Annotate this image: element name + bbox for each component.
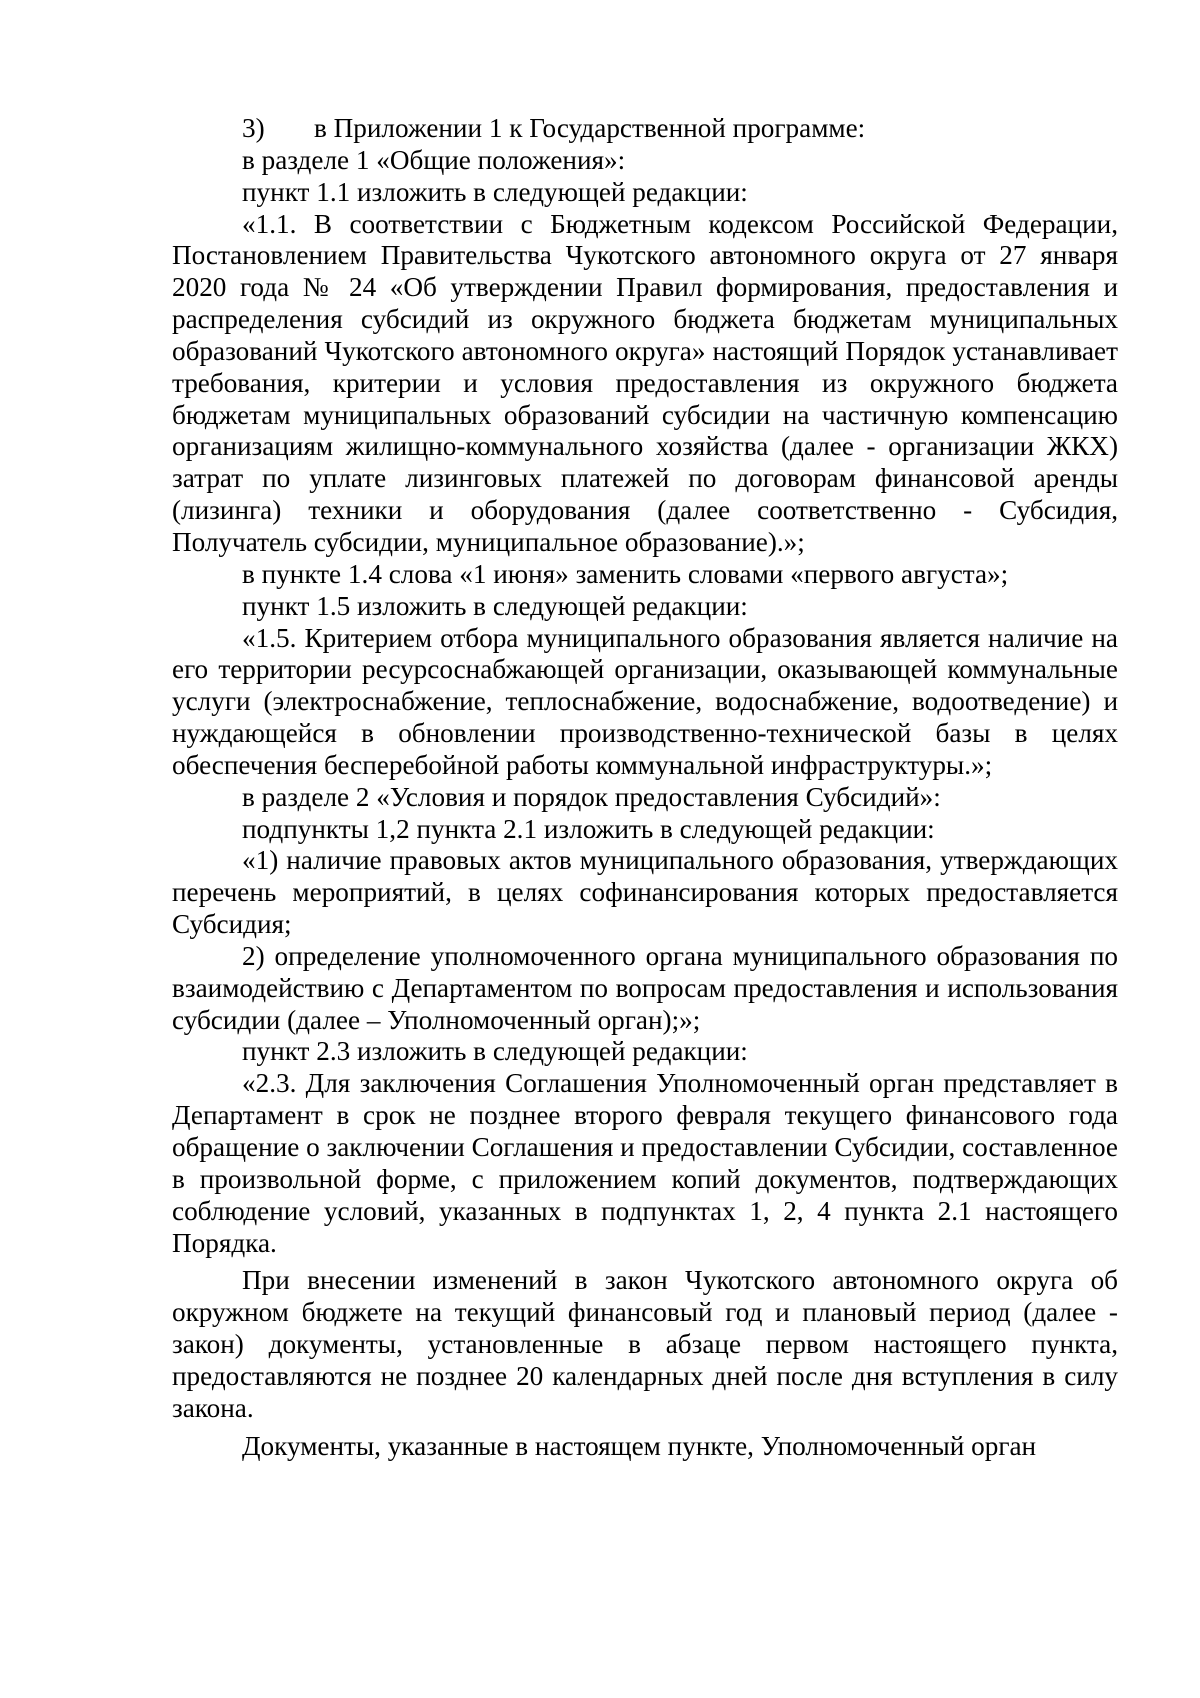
- paragraph-subpoints-intro: подпункты 1,2 пункта 2.1 изложить в следующей редакции:: [242, 813, 935, 844]
- paragraph-documents: Документы, указанные в настоящем пункте, Уполномоченный орган: [242, 1430, 1037, 1461]
- paragraph-subpoint-1: «1) наличие правовых актов муниципального образования, утверждающих перечень мероприятий, в целях софинансирования которых предоставляется Субсидия;: [172, 845, 1118, 940]
- paragraph-point-1-1-intro: пункт 1.1 изложить в следующей редакции:: [242, 176, 748, 207]
- paragraph-point-1-1: «1.1. В соответствии с Бюджетным кодексом Российской Федерации, Постановлением Правительства Чукотского автономного округа от 27 января 2020 года № 24 «Об утверждении Правил формирования, предоставления и распределения субсидий из окружного бюджета бюджетам муниципальных образований Чукотского автономного округа» настоящий Порядок устанавливает требования, критерии и условия предоставления из окружного бюджета бюджетам муниципальных образований субсидии на частичную компенсацию организациям жилищно-коммунального хозяйства (далее - организации ЖКХ) затрат по уплате лизинговых платежей по договорам финансовой аренды (лизинга) техники и оборудования (далее соответственно - Субсидия, Получатель субсидии, муниципальное образование).»;: [172, 208, 1118, 557]
- item-number: 3): [242, 113, 265, 143]
- paragraph-subpoint-2: 2) определение уполномоченного органа муниципального образования по взаимодействию с Департаментом по вопросам предоставления и использования субсидии (далее – Уполномоченный орган);»;: [172, 940, 1118, 1035]
- paragraph-section-1: в разделе 1 «Общие положения»:: [242, 144, 626, 175]
- paragraph-point-1-4: в пункте 1.4 слова «1 июня» заменить словами «первого августа»;: [242, 558, 1009, 589]
- paragraph-item-3: [172, 113, 1118, 145]
- paragraph-point-2-3: «2.3. Для заключения Соглашения Уполномоченный орган представляет в Департамент в срок не позднее второго февраля текущего финансового года обращение о заключении Соглашения и предоставлении Субсидии, составленное в произвольной форме, с приложением копий документов, подтверждающих соблюдение условий, указанных в подпунктах 1, 2, 4 пункта 2.1 настоящего Порядка.: [172, 1068, 1118, 1258]
- paragraph-point-1-5-intro: пункт 1.5 изложить в следующей редакции:: [242, 590, 748, 621]
- paragraph-section-2: в разделе 2 «Условия и порядок предоставления Субсидий»:: [242, 781, 941, 812]
- document-body: [172, 113, 1118, 1462]
- paragraph-point-2-3-intro: пункт 2.3 изложить в следующей редакции:: [242, 1036, 748, 1067]
- paragraph-point-1-5: «1.5. Критерием отбора муниципального образования является наличие на его территории ресурсоснабжающей организации, оказывающей коммунальные услуги (электроснабжение, теплоснабжение, водоснабжение, водоотведение) и нуждающейся в обновлении производственно-технической базы в целях обеспечения бесперебойной работы коммунальной инфраструктуры.»;: [172, 622, 1118, 780]
- paragraph-budget-changes: При внесении изменений в закон Чукотского автономного округа об окружном бюджете на текущий финансовый год и плановый период (далее - закон) документы, установленные в абзаце первом настоящего пункта, предоставляются не позднее 20 календарных дней после дня вступления в силу закона.: [172, 1265, 1118, 1423]
- item-text: в Приложении 1 к Государственной программе:: [314, 113, 866, 143]
